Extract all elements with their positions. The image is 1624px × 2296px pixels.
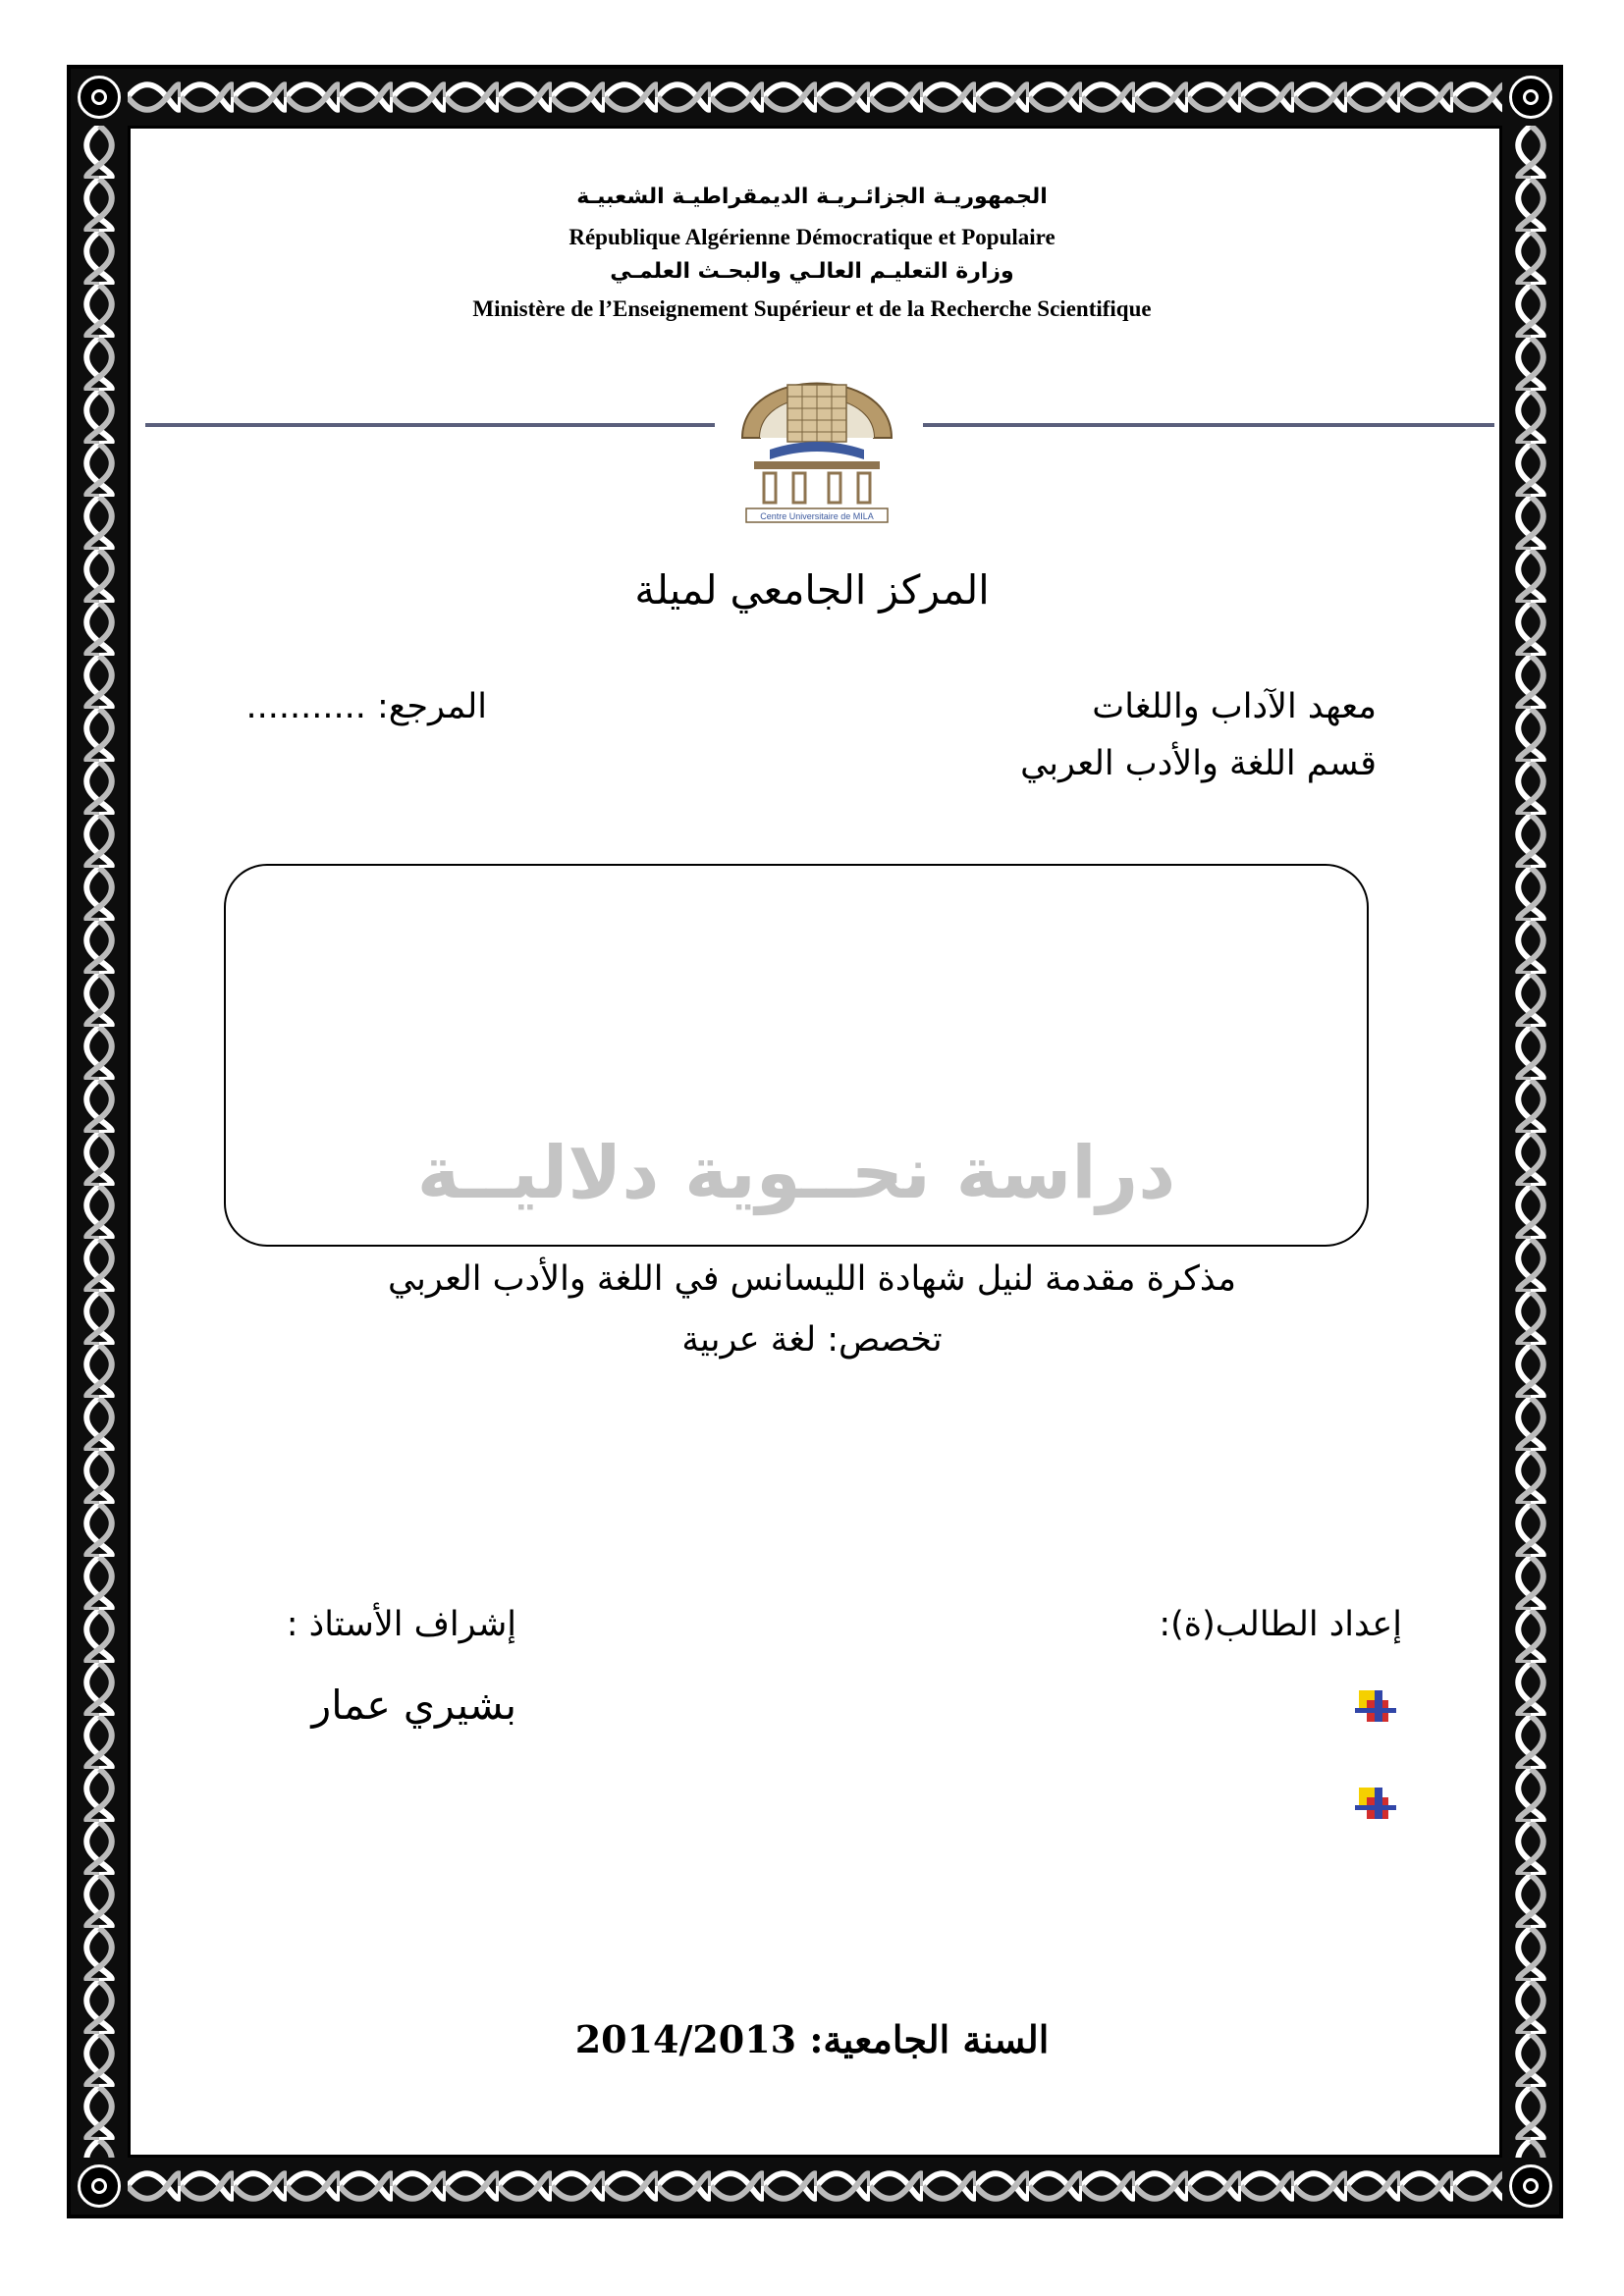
institution-name: المركز الجامعي لميلة	[634, 566, 990, 614]
institute-name: معهد الآداب واللغات	[1092, 687, 1377, 726]
reference-field: المرجع: ...........	[245, 687, 487, 726]
corner-ornament	[78, 2164, 121, 2208]
department-name: قسم اللغة والأدب العربي	[1020, 744, 1377, 783]
degree-line: مذكرة مقدمة لنيل شهادة الليسانس في اللغة والأدب العربي	[387, 1259, 1237, 1299]
corner-ornament	[1509, 2164, 1552, 2208]
university-logo	[731, 336, 903, 524]
student-label: إعداد الطالب(ة):	[1159, 1605, 1402, 1644]
logo-caption: Centre Universitaire de MILA	[760, 511, 874, 521]
corner-ornament	[1509, 76, 1552, 119]
specialty: تخصص: لغة عربية	[681, 1320, 943, 1360]
corner-ornament	[78, 76, 121, 119]
republic-fr: République Algérienne Démocratique et Populaire	[568, 225, 1056, 249]
ministry-ar: وزارة التعليـم العالـي والبحـث العلمـي	[610, 259, 1014, 284]
ministry-fr: Ministère de l’Enseignement Supérieur et de la Recherche Scientifique	[472, 296, 1152, 321]
thesis-title-box	[224, 864, 1369, 1247]
bullet-icon	[1353, 1784, 1400, 1823]
bullet-icon	[1353, 1686, 1400, 1726]
supervisor-label: إشراف الأستاذ :	[286, 1605, 516, 1644]
border-chain-bottom	[128, 2165, 1502, 2207]
border-chain-top	[128, 77, 1502, 118]
republic-ar: الجمهوريـة الجزائـريـة الديمقراطيـة الشعبيـة	[576, 185, 1048, 209]
supervisor-name: بشيري عمار	[311, 1682, 516, 1729]
header-rule-left	[145, 423, 715, 427]
header-rule-right	[923, 423, 1494, 427]
border-chain-right	[1510, 126, 1551, 2158]
thesis-title: دراسة نحــوية دلاليــة	[416, 1131, 1176, 1215]
academic-year: السنة الجامعية: 2014/2013	[574, 2017, 1050, 2061]
border-chain-left	[79, 126, 120, 2158]
